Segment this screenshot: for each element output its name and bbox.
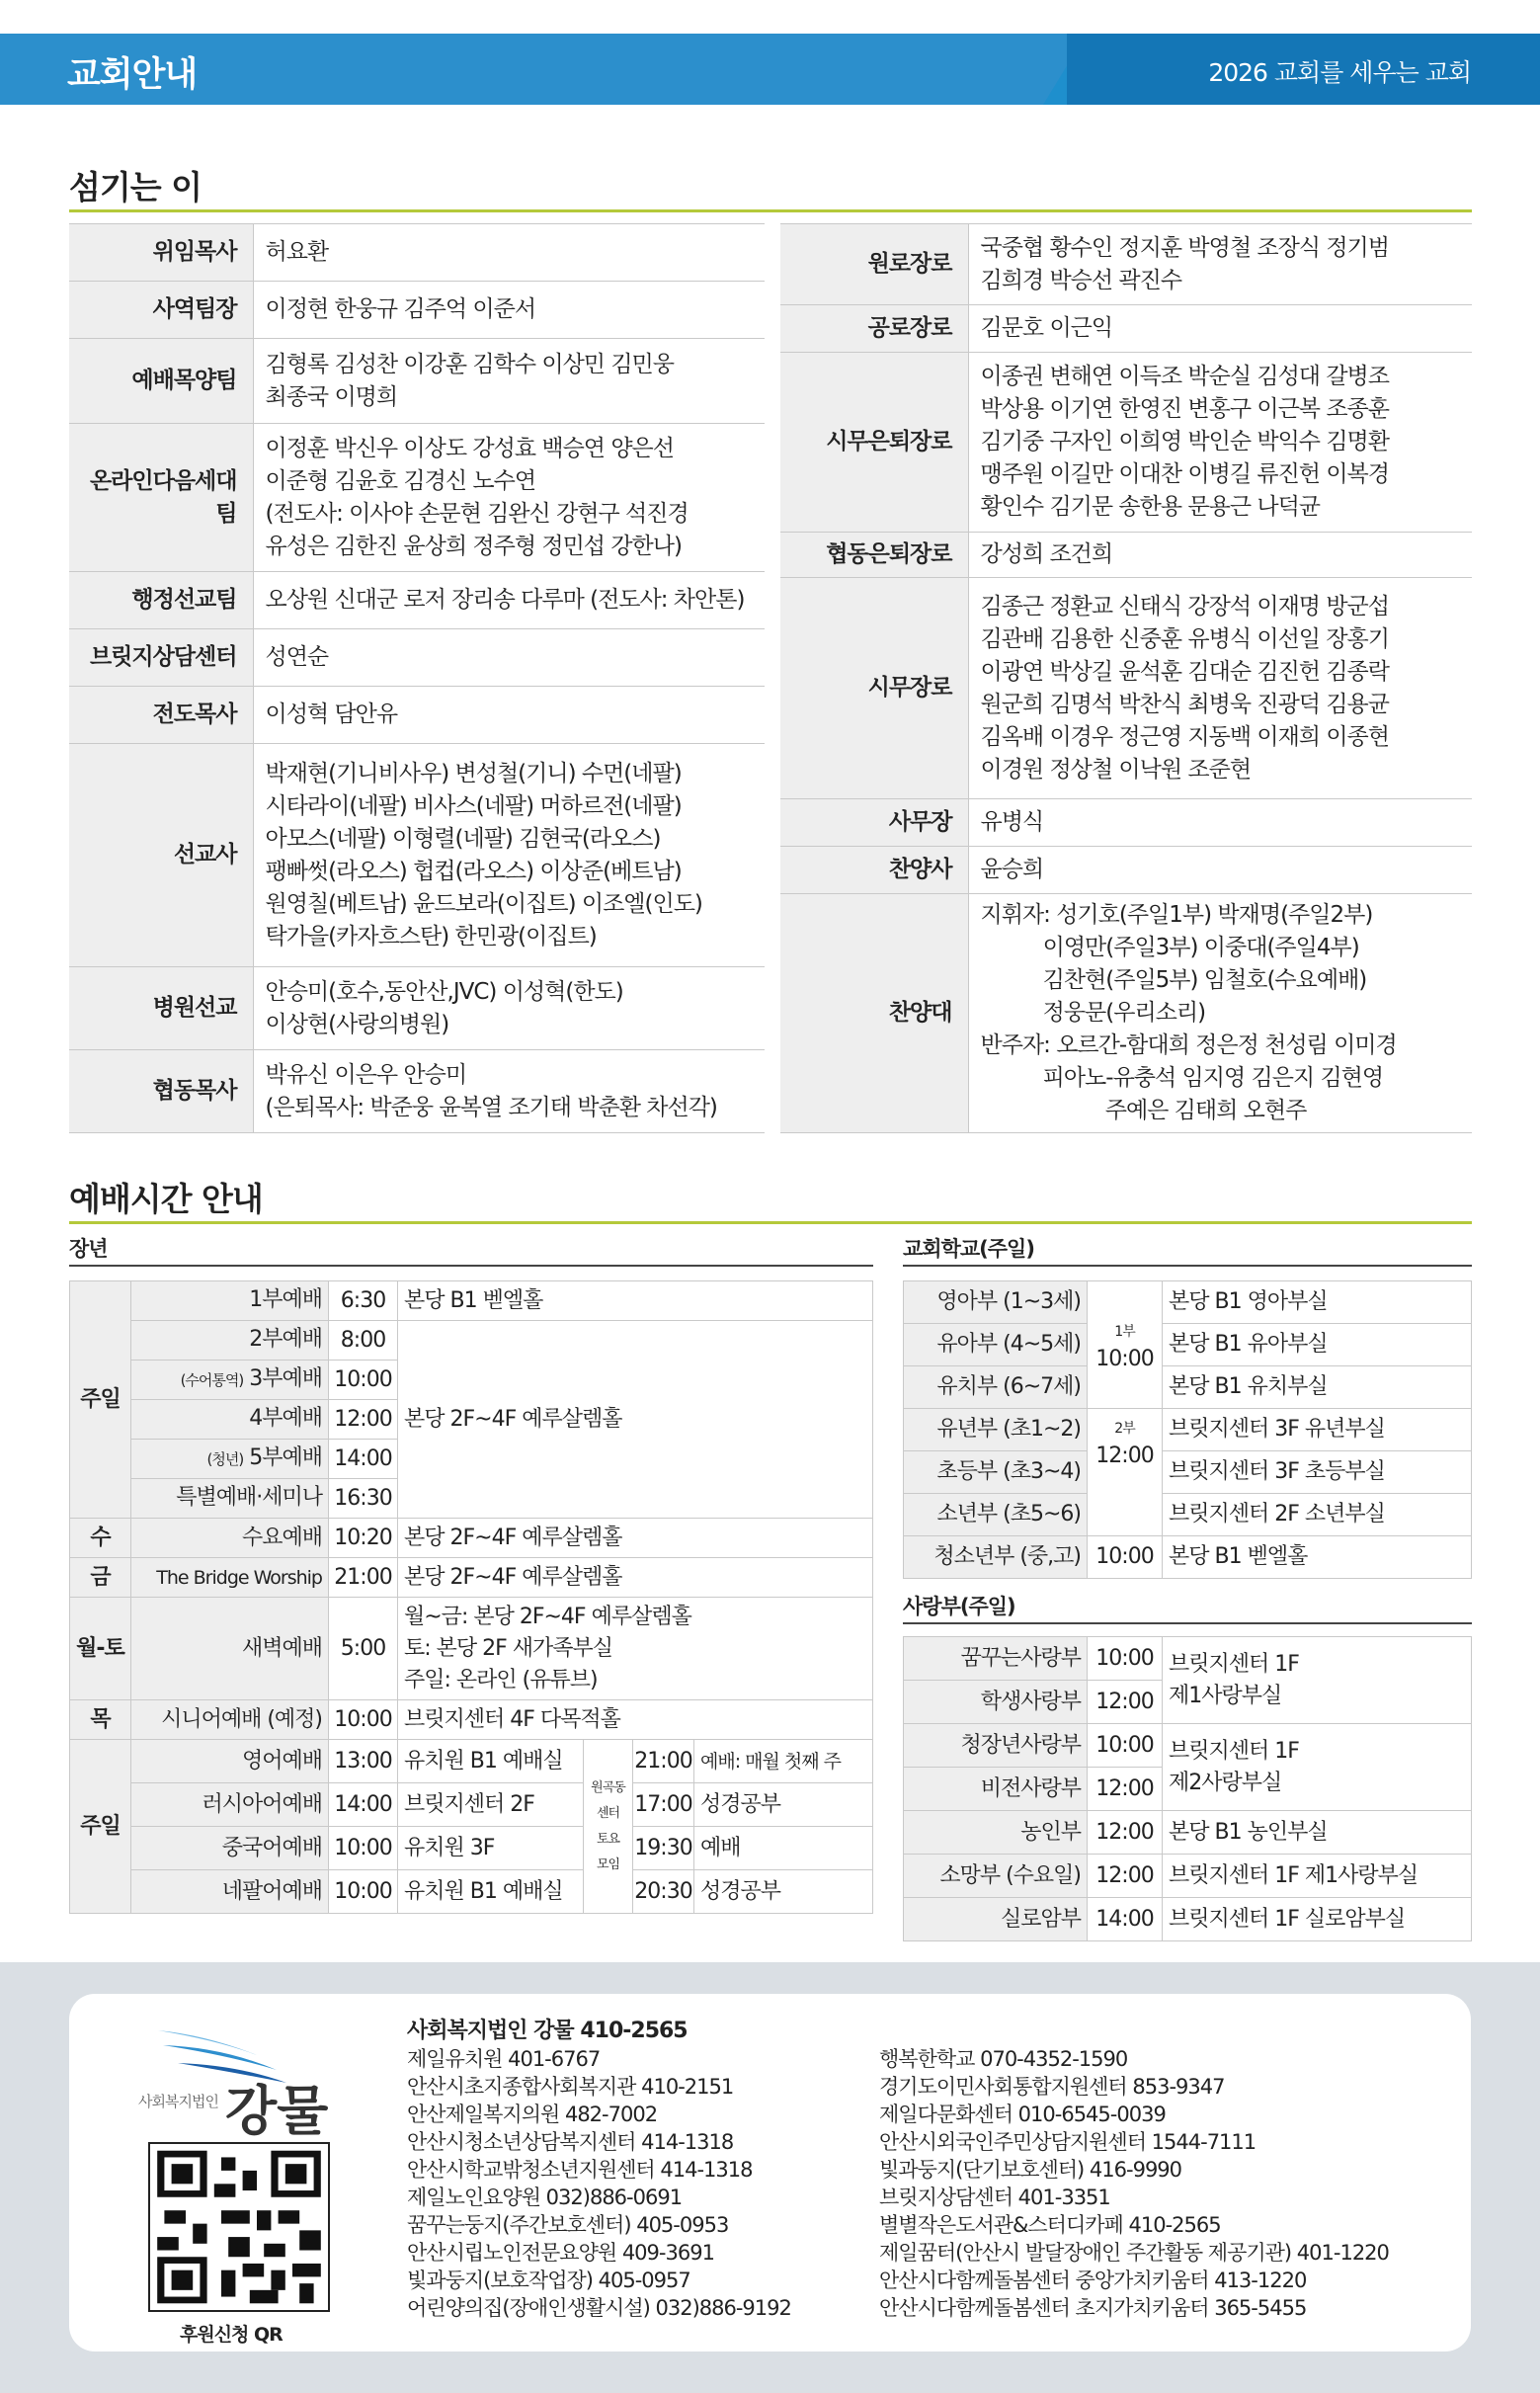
role-names: 김종근 정환교 신태식 강장석 이재명 방군섭 김관배 김용한 신중훈 유병식 이선일 장홍기 이광연 박상길 윤석훈 김대순 김진헌 김종락 원군희 김명석 박찬식 최병욱 진광덕 김용균 김옥배 이경우 정근영 지동백 이재희 이종현 이경원 정상철 이낙원 조준현 [968,578,1472,799]
role-label: 사역팀장 [69,282,253,339]
role-names: 지휘자: 성기호(주일1부) 박재명(주일2부) 이영만(주일3부) 이중대(주일4부) 김찬현(주일5부) 임철호(수요예배) 정웅문(우리소리) 반주자: 오르간-함대희 정은정 천성림 이미경 피아노-유충석 임지영 김은지 김현영 주예은 김태희 오현주 [968,894,1472,1133]
dept-name: 청장년사랑부 [904,1724,1088,1768]
worship-title: 예배시간 안내 [69,1180,263,1218]
header-subtitle: 2026 교회를 세우는 교회 [1208,58,1471,87]
service-place: 본당 2F~4F 예루살렘홀 [398,1321,873,1519]
service-place: 유치원 B1 예배실 [398,1740,584,1783]
service-note: 예배 [694,1827,873,1870]
dept-name: 실로암부 [904,1898,1088,1941]
table-row [904,1281,1472,1324]
table-row [904,1811,1472,1855]
table-row [904,1536,1472,1579]
service-place: 브릿지센터 2F [398,1783,584,1827]
servants-left-table [69,223,765,1133]
dept-name: 유치부 (6~7세) [904,1366,1088,1409]
table-row [70,1558,873,1598]
dept-time: 12:00 [1088,1855,1163,1898]
dept-place: 브릿지센터 3F 초등부실 [1163,1451,1472,1494]
welfare-title: 사회복지법인 강물 410-2565 [407,2019,688,2043]
role-label: 시무장로 [780,578,968,799]
table-row [780,799,1472,847]
dept-place: 브릿지센터 2F 소년부실 [1163,1494,1472,1536]
servants-title: 섬기는 이 [69,168,203,206]
service-place: 브릿지센터 4F 다목적홀 [398,1700,873,1740]
welfare-list-1: 제일유치원 401-6767 안산시초지종합사회복지관 410-2151 안산제일복지의원 482-7002 안산시청소년상담복지센터 414-1318 안산시학교밖청소년지원센터 414-1318 제일노인요양원 032)886-0691 꿈꾸는둥지(주간보호센터) 405-0953 안산시립노인전문요양원 409-3691 빛과둥지(보호작업장) 405-0957 어린양의집(장애인생활시설) 032)886-9192 [407,2047,791,2320]
service-name: 네팔어예배 [131,1870,329,1914]
service-place: 본당 2F~4F 예루살렘홀 [398,1519,873,1558]
table-row [69,282,765,339]
qr-code-icon[interactable] [148,2142,330,2312]
day-label: 수 [70,1519,131,1558]
servants-right-table [780,223,1472,1133]
role-label: 원로장로 [780,224,968,305]
logo-small-text: 사회복지법인 [138,2093,218,2110]
service-name: 시니어예배 (예정) [131,1700,329,1740]
service-name: 4부예배 [131,1400,329,1440]
role-label: 시무은퇴장로 [780,353,968,533]
service-time: 16:30 [329,1479,398,1519]
day-label: 주일 [70,1281,131,1519]
table-row [780,353,1472,533]
table-row [70,1827,873,1870]
service-time: 12:00 [329,1400,398,1440]
day-label: 월-토 [70,1598,131,1700]
dept-name: 소망부 (수요일) [904,1855,1088,1898]
welfare-list-2: 행복한학교 070-4352-1590 경기도이민사회통합지원센터 853-9347 제일다문화센터 010-6545-0039 안산시외국인주민상담지원센터 1544-7111 빛과둥지(단기보호센터) 416-9990 브릿지상담센터 401-3351 별별작은도서관&스터디카페 410-2565 제일꿈터(안산시 발달장애인 주간활동 제공기관) 401-1220 안산시다함께돌봄센터 중앙가치키움터 413-1220 안산시다함께돌봄센터 초지가치키움터 365-5455 [879,2047,1389,2320]
table-row [904,1409,1472,1451]
role-names: 안승미(호수,동안산,JVC) 이성혁(한도) 이상현(사랑의병원) [253,967,765,1050]
role-names: 김형록 김성찬 이강훈 김학수 이상민 김민웅 최종국 이명희 [253,339,765,424]
table-row [780,578,1472,799]
service-time: 14:00 [329,1440,398,1479]
role-label: 전도목사 [69,687,253,744]
dept-place: 본당 B1 벧엘홀 [1163,1536,1472,1579]
role-names: 이정훈 박신우 이상도 강성효 백승연 양은선 이준형 김윤호 김경신 노수연 (전도사: 이사야 손문현 김완신 강현구 석진경 유성은 김한진 윤상희 정주형 정민섭 강한나) [253,424,765,572]
dept-name: 유아부 (4~5세) [904,1324,1088,1366]
table-row [904,1724,1472,1768]
service-place: 유치원 B1 예배실 [398,1870,584,1914]
school-table [903,1280,1472,1579]
qr-label: 후원신청 QR [180,2324,283,2346]
service-name: 수요예배 [131,1519,329,1558]
table-row [70,1870,873,1914]
love-label: 사랑부(주일) [903,1595,1015,1618]
table-row [70,1281,873,1321]
service-name: 2부예배 [131,1321,329,1361]
service-name: (청년) 5부예배 [131,1440,329,1479]
service-time: 10:00 [329,1870,398,1914]
wongok-label: 원곡동 센터 토요 모임 [584,1740,633,1914]
table-row [904,1637,1472,1681]
role-names: 박재현(기니비사우) 변성철(기니) 수먼(네팔) 시타라이(네팔) 비사스(네팔) 머하르전(네팔) 아모스(네팔) 이형렬(네팔) 김현국(라오스) 팽빠썻(라오스) 헙컵(라오스) 이상준(베트남) 원영칠(베트남) 윤드보라(이집트) 이조엘(인도) 탁가을(카자흐스탄) 한민광(이집트) [253,744,765,967]
table-row [69,224,765,282]
service-place: 본당 B1 벧엘홀 [398,1281,873,1321]
service-time: 8:00 [329,1321,398,1361]
service-place: 월~금: 본당 2F~4F 예루살렘홀 토: 본당 2F 새가족부실 주일: 온라인 (유튜브) [398,1598,873,1700]
service-name: The Bridge Worship [131,1558,329,1598]
table-row [904,1855,1472,1898]
role-names: 이종권 변해연 이득조 박순실 김성대 갈병조 박상용 이기연 한영진 변홍구 이근복 조종훈 김기중 구자인 이희영 박인순 박익수 김명환 맹주원 이길만 이대찬 이병길 류진헌 이복경 황인수 김기문 송한용 문용근 나덕균 [968,353,1472,533]
day-label: 금 [70,1558,131,1598]
section-rule [69,209,1472,212]
service-time: 14:00 [329,1783,398,1827]
sub-rule [69,1265,873,1267]
role-names: 김문호 이근익 [968,305,1472,353]
school-label: 교회학교(주일) [903,1237,1034,1261]
dept-time: 14:00 [1088,1898,1163,1941]
role-names: 성연순 [253,629,765,687]
table-row [70,1598,873,1700]
service-name: 1부예배 [131,1281,329,1321]
service-time: 13:00 [329,1740,398,1783]
role-names: 오상원 신대군 로저 장리송 다루마 (전도사: 차안톤) [253,572,765,629]
dept-time: 2부 12:00 [1088,1409,1163,1536]
table-row [70,1740,873,1783]
day-label: 목 [70,1700,131,1740]
logo-big-text: 강물 [225,2080,329,2142]
service-place: 본당 2F~4F 예루살렘홀 [398,1558,873,1598]
service-time: 5:00 [329,1598,398,1700]
table-row [69,572,765,629]
table-row [780,847,1472,894]
dept-time: 10:00 [1088,1536,1163,1579]
role-label: 온라인다음세대팀 [69,424,253,572]
dept-place: 브릿지센터 3F 유년부실 [1163,1409,1472,1451]
service-name: 중국어예배 [131,1827,329,1870]
role-label: 협동목사 [69,1050,253,1133]
dept-place: 브릿지센터 1F 제1사랑부실 [1163,1855,1472,1898]
service-time: 21:00 [329,1558,398,1598]
role-names: 윤승희 [968,847,1472,894]
table-row [70,1783,873,1827]
role-label: 찬양사 [780,847,968,894]
role-names: 국중협 황수인 정지훈 박영철 조장식 정기범 김희경 박승선 곽진수 [968,224,1472,305]
dept-place: 본당 B1 영아부실 [1163,1281,1472,1324]
role-names: 이정현 한웅규 김주억 이준서 [253,282,765,339]
service-time-2: 17:00 [633,1783,694,1827]
service-name: 영어예배 [131,1740,329,1783]
dept-name: 소년부 (초5~6) [904,1494,1088,1536]
service-note: 성경공부 [694,1783,873,1827]
role-label: 브릿지상담센터 [69,629,253,687]
gangmul-logo [138,2016,346,2142]
role-label: 협동은퇴장로 [780,533,968,578]
dept-name: 청소년부 (중,고) [904,1536,1088,1579]
service-place: 유치원 3F [398,1827,584,1870]
service-time: 10:00 [329,1700,398,1740]
sub-rule [903,1265,1472,1267]
role-label: 위임목사 [69,224,253,282]
section-rule [69,1221,1472,1224]
table-row [69,424,765,572]
service-name: 특별예배·세미나 [131,1479,329,1519]
dept-name: 초등부 (초3~4) [904,1451,1088,1494]
table-row [70,1321,873,1361]
role-names: 박유신 이은우 안승미 (은퇴목사: 박준웅 윤복열 조기태 박춘환 차선각) [253,1050,765,1133]
dept-place: 본당 B1 유아부실 [1163,1324,1472,1366]
service-time: 10:00 [329,1827,398,1870]
role-label: 공로장로 [780,305,968,353]
role-label: 선교사 [69,744,253,967]
table-row [780,533,1472,578]
table-row [70,1519,873,1558]
table-row [780,224,1472,305]
service-name: 새벽예배 [131,1598,329,1700]
dept-place: 브릿지센터 1F 제2사랑부실 [1163,1724,1472,1811]
table-row [69,967,765,1050]
service-note: 성경공부 [694,1870,873,1914]
dept-time: 10:00 [1088,1637,1163,1681]
service-note: 예배: 매월 첫째 주 [694,1740,873,1783]
dept-time: 12:00 [1088,1768,1163,1811]
table-row [780,894,1472,1133]
table-row [904,1366,1472,1409]
love-table [903,1636,1472,1941]
role-label: 행정선교팀 [69,572,253,629]
dept-time: 1부 10:00 [1088,1281,1163,1409]
day-label: 주일 [70,1740,131,1914]
dept-place: 본당 B1 유치부실 [1163,1366,1472,1409]
dept-name: 유년부 (초1~2) [904,1409,1088,1451]
dept-time: 12:00 [1088,1811,1163,1855]
role-names: 유병식 [968,799,1472,847]
role-label: 예배목양팀 [69,339,253,424]
sub-rule [903,1622,1472,1624]
role-names: 허요환 [253,224,765,282]
role-label: 사무장 [780,799,968,847]
dept-place: 브릿지센터 1F 제1사랑부실 [1163,1637,1472,1724]
service-name: (수어통역) 3부예배 [131,1361,329,1400]
dept-time: 10:00 [1088,1724,1163,1768]
service-time: 10:20 [329,1519,398,1558]
table-row [904,1898,1472,1941]
table-row [780,305,1472,353]
service-time-2: 21:00 [633,1740,694,1783]
dept-place: 브릿지센터 1F 실로암부실 [1163,1898,1472,1941]
table-row [70,1700,873,1740]
table-row [904,1451,1472,1494]
footer-card [69,1994,1471,2352]
table-row [69,339,765,424]
table-row [69,629,765,687]
service-time-2: 20:30 [633,1870,694,1914]
adult-label: 장년 [69,1237,108,1261]
table-row [69,744,765,967]
dept-time: 12:00 [1088,1681,1163,1724]
dept-name: 농인부 [904,1811,1088,1855]
table-row [69,687,765,744]
adult-schedule-table [69,1280,873,1914]
service-time-2: 19:30 [633,1827,694,1870]
header-bar [0,34,1540,105]
role-label: 찬양대 [780,894,968,1133]
dept-name: 학생사랑부 [904,1681,1088,1724]
service-time: 6:30 [329,1281,398,1321]
service-name: 러시아어예배 [131,1783,329,1827]
table-row [69,1050,765,1133]
table-row [904,1494,1472,1536]
dept-name: 비전사랑부 [904,1768,1088,1811]
role-names: 이성혁 담안유 [253,687,765,744]
footer [0,1962,1540,2393]
table-row [904,1324,1472,1366]
service-time: 10:00 [329,1361,398,1400]
dept-name: 꿈꾸는사랑부 [904,1637,1088,1681]
role-names: 강성희 조건희 [968,533,1472,578]
header-title: 교회안내 [67,55,198,95]
dept-name: 영아부 (1~3세) [904,1281,1088,1324]
role-label: 병원선교 [69,967,253,1050]
dept-place: 본당 B1 농인부실 [1163,1811,1472,1855]
